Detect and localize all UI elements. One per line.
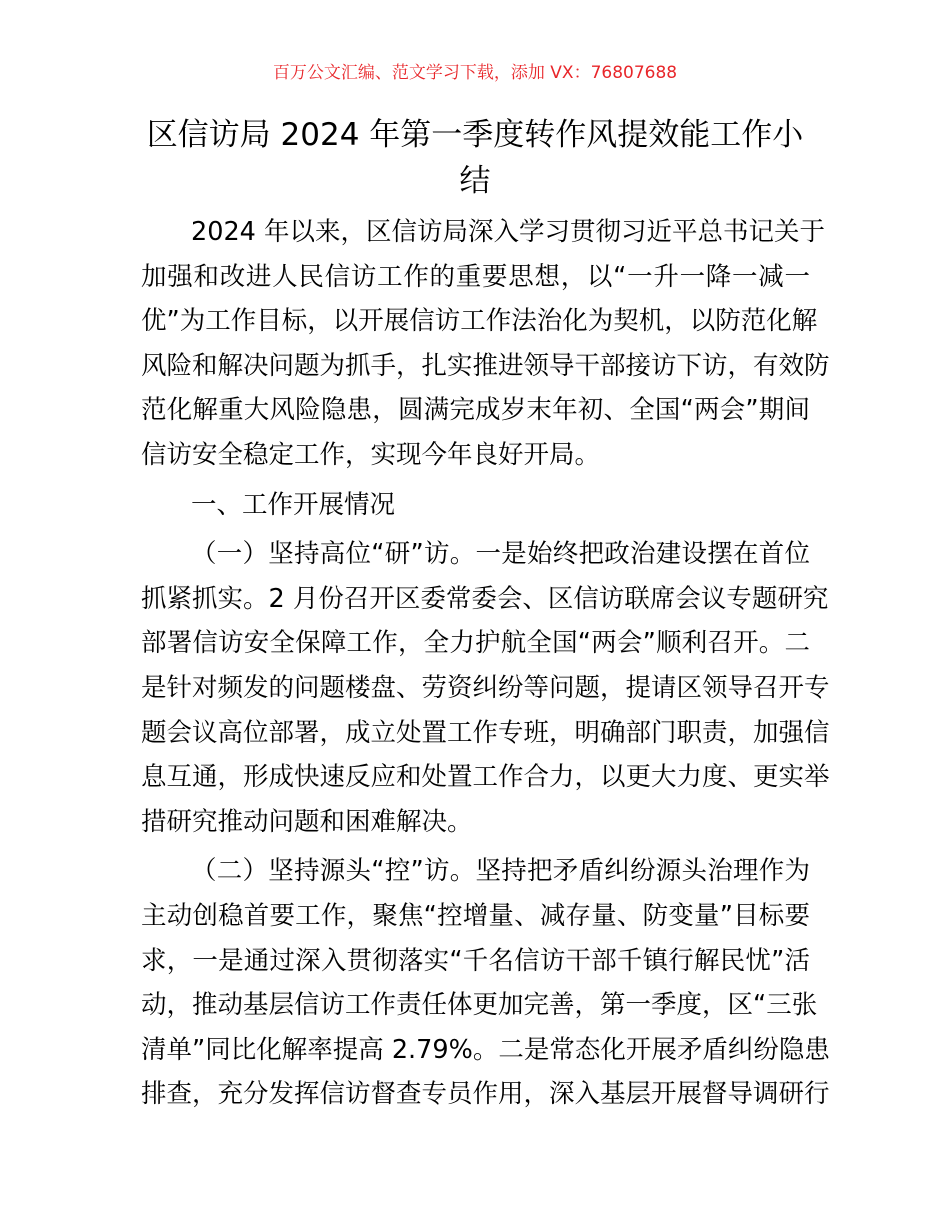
- text-line: 范化解重大风险隐患，圆满完成岁末年初、全国“两会”期间: [141, 395, 810, 426]
- text-line: （一）坚持高位“研”访。一是始终把政治建设摆在首位: [191, 539, 810, 570]
- text-line: 2024 年以来，区信访局深入学习贯彻习近平总书记关于: [191, 217, 826, 247]
- text-line: （二）坚持源头“控”访。坚持把矛盾纠纷源头治理作为: [191, 856, 810, 887]
- title-line: 结: [459, 163, 491, 199]
- text-line: 部署信访安全保障工作，全力护航全国“两会”顺利召开。二: [141, 628, 810, 659]
- text-line: 信访安全稳定工作，实现今年良好开局。: [141, 439, 601, 470]
- text-line: 息互通，形成快速反应和处置工作合力，以更大力度、更实举: [141, 762, 830, 793]
- text-line: 是针对频发的问题楼盘、劳资纠纷等问题，提请区领导召开专: [141, 672, 830, 703]
- paragraph: [141, 210, 830, 478]
- paragraph: [141, 849, 830, 1117]
- text-line: 求，一是通过深入贯彻落实“千名信访干部千镇行解民忧”活: [141, 945, 810, 976]
- text-line: 优”为工作目标，以开展信访工作法治化为契机，以防范化解: [141, 306, 818, 337]
- text-line: 清单”同比化解率提高 2.79%。二是常态化开展矛盾纠纷隐患: [141, 1034, 830, 1065]
- text-line: 主动创稳首要工作，聚焦“控增量、减存量、防变量”目标要: [141, 900, 810, 931]
- text-line: 风险和解决问题为抓手，扎实推进领导干部接访下访，有效防: [141, 350, 830, 381]
- text-line: 题会议高位部署，成立处置工作专班，明确部门职责，加强信: [141, 717, 830, 748]
- paragraph: [141, 532, 830, 844]
- text-line: 一、工作开展情况: [191, 489, 396, 520]
- watermark-header: 百万公文汇编、范文学习下载，添加 VX：76807688: [272, 63, 678, 83]
- document-title: [120, 112, 830, 204]
- text-line: 抓紧抓实。2 月份召开区委常委会、区信访联席会议专题研究: [141, 583, 829, 614]
- document-body: [141, 210, 830, 1122]
- section-heading: [141, 483, 810, 528]
- text-line: 加强和改进人民信访工作的重要思想，以“一升一降一减一: [141, 261, 810, 292]
- text-line: 排查，充分发挥信访督查专员作用，深入基层开展督导调研行: [141, 1079, 830, 1110]
- text-line: 措研究推动问题和困难解决。: [141, 806, 473, 837]
- title-line: 区信访局 2024 年第一季度转作风提效能工作小: [146, 117, 804, 153]
- text-line: 动，推动基层信访工作责任体更加完善，第一季度，区“三张: [141, 990, 818, 1021]
